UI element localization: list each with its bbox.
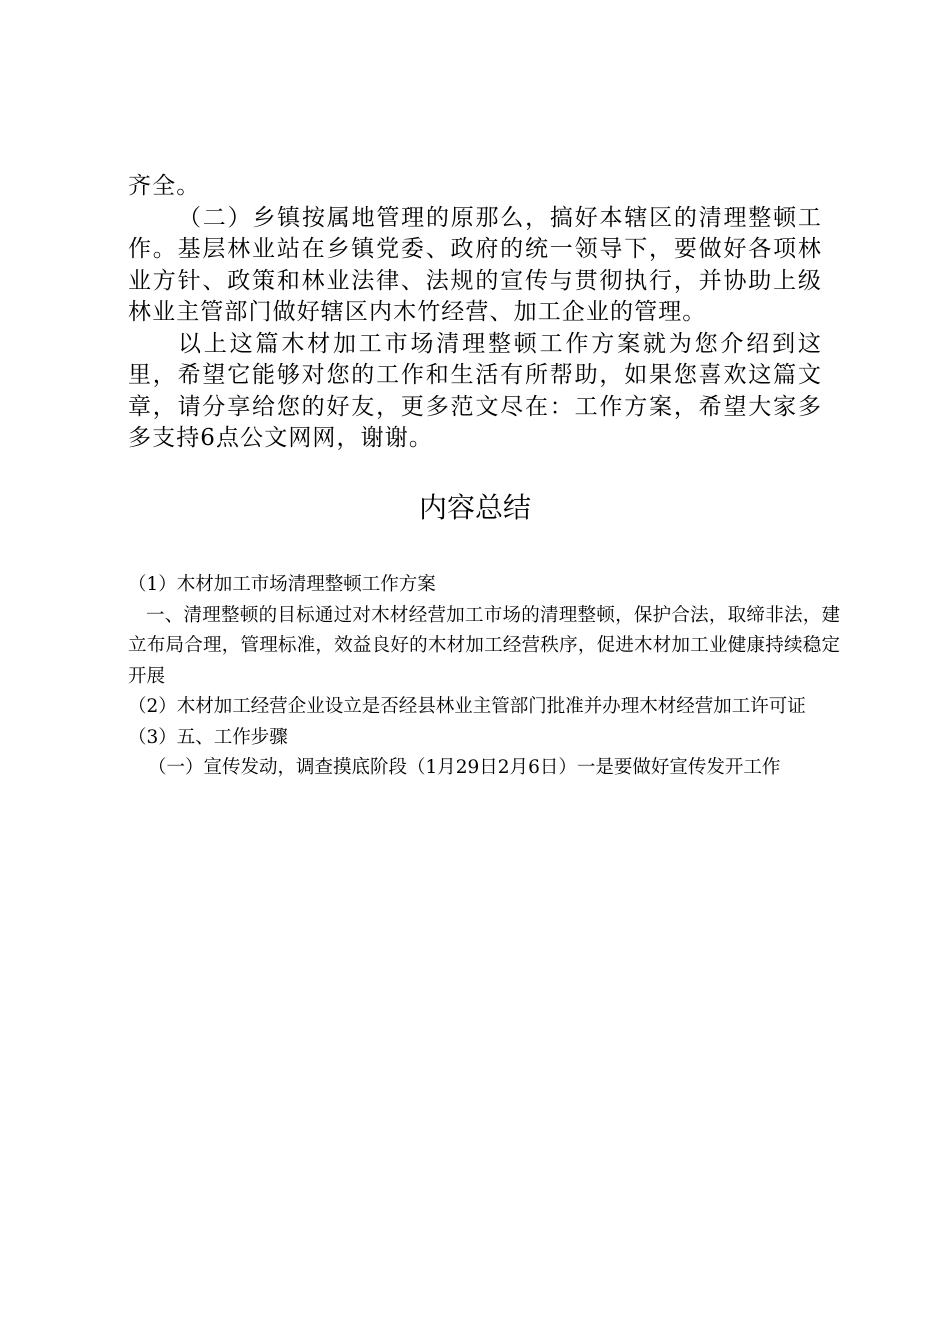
summary-item: （1）木材加工市场清理整顿工作方案 [128,574,436,595]
paragraph-township-management: （二）乡镇按属地管理的原那么，搞好本辖区的清理整顿工作。基层林业站在乡镇党委、政府的统一领导下，要做好各项林业方针、政策和林业法律、法规的宣传与贯彻执行，并协助上级林业主管部门做好辖区内木竹经营、加工企业的管理。 [128,204,822,325]
summary-title: 内容总结 [418,491,531,524]
summary-item: （一）宣传发动，调查摸底阶段（1月29日2月6日）一是要做好宣传发开工作 [148,757,781,778]
summary-item: 一、清理整顿的目标通过对木材经营加工市场的清理整顿，保护合法，取缔非法，建立布局合理，管理标准，效益良好的木材加工经营秩序，促进木材加工业健康持续稳定开展 [128,604,840,687]
paragraph-continuation: 齐全。 [128,173,201,199]
body-text [128,171,822,455]
paragraph-closing: 以上这篇木材加工市场清理整顿工作方案就为您介绍到这里，希望它能够对您的工作和生活有所帮助，如果您喜欢这篇文章，请分享给您的好友，更多范文尽在：工作方案，希望大家多多支持6点公文网网，谢谢。 [128,330,822,451]
summary-item: （3）五、工作步骤 [128,726,288,748]
summary-item: （2）木材加工经营企业设立是否经县林业主管部门批准并办理木材经营加工许可证 [128,696,806,717]
summary-section [128,570,840,784]
